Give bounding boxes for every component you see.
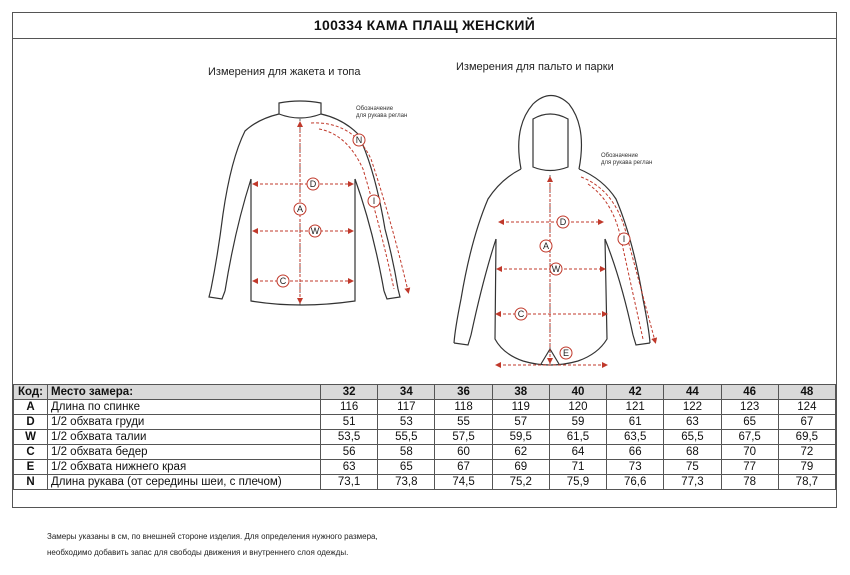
row-value: 69,5 bbox=[778, 430, 835, 445]
row-value: 77 bbox=[721, 460, 778, 475]
row-value: 117 bbox=[378, 400, 435, 415]
row-value: 53 bbox=[378, 415, 435, 430]
row-value: 78 bbox=[721, 475, 778, 490]
coat-outline bbox=[454, 96, 653, 366]
row-code: C bbox=[14, 445, 48, 460]
header-size: 42 bbox=[607, 385, 664, 400]
row-value: 75,2 bbox=[492, 475, 549, 490]
row-value: 74,5 bbox=[435, 475, 492, 490]
table-row bbox=[14, 475, 836, 490]
coat-raglan-note-line2: для рукава реглан bbox=[601, 160, 653, 166]
row-value: 77,3 bbox=[664, 475, 721, 490]
row-value: 62 bbox=[492, 445, 549, 460]
size-table-header bbox=[14, 385, 836, 400]
jacket-label-c: C bbox=[279, 276, 287, 286]
jacket-caption: Измерения для жакета и топа bbox=[208, 66, 361, 78]
row-value: 72 bbox=[778, 445, 835, 460]
coat-measurement-guides bbox=[498, 177, 655, 365]
coat-label-c: C bbox=[517, 309, 525, 319]
row-value: 122 bbox=[664, 400, 721, 415]
row-value: 73,1 bbox=[321, 475, 378, 490]
row-value: 55,5 bbox=[378, 430, 435, 445]
row-value: 67 bbox=[435, 460, 492, 475]
row-value: 58 bbox=[378, 445, 435, 460]
size-table bbox=[13, 384, 836, 490]
row-value: 73,8 bbox=[378, 475, 435, 490]
footnote-line1: Замеры указаны в см, по внешней стороне изделия. Для определения нужного размера, bbox=[47, 532, 378, 541]
jacket-labels bbox=[277, 134, 380, 287]
coat-label-i: I bbox=[622, 234, 626, 244]
coat-label-e: E bbox=[562, 348, 570, 358]
row-value: 65,5 bbox=[664, 430, 721, 445]
header-size: 46 bbox=[721, 385, 778, 400]
coat-caption: Измерения для пальто и парки bbox=[456, 61, 614, 73]
footnote-line2: необходимо добавить запас для свободы движения и внутреннего слоя одежды. bbox=[47, 548, 349, 557]
footnote bbox=[47, 529, 378, 561]
row-value: 73 bbox=[607, 460, 664, 475]
row-value: 123 bbox=[721, 400, 778, 415]
row-value: 63,5 bbox=[607, 430, 664, 445]
page-title: 100334 КАМА ПЛАЩ ЖЕНСКИЙ bbox=[13, 13, 836, 39]
jacket-label-i: I bbox=[372, 196, 376, 206]
row-value: 57 bbox=[492, 415, 549, 430]
row-place: 1/2 обхвата бедер bbox=[48, 445, 321, 460]
header-size: 40 bbox=[549, 385, 606, 400]
row-place: 1/2 обхвата нижнего края bbox=[48, 460, 321, 475]
row-value: 55 bbox=[435, 415, 492, 430]
coat-label-d: D bbox=[559, 217, 567, 227]
row-value: 61 bbox=[607, 415, 664, 430]
row-value: 124 bbox=[778, 400, 835, 415]
row-value: 64 bbox=[549, 445, 606, 460]
row-value: 71 bbox=[549, 460, 606, 475]
row-value: 67 bbox=[778, 415, 835, 430]
table-row bbox=[14, 415, 836, 430]
header-size: 34 bbox=[378, 385, 435, 400]
header-place: Место замера: bbox=[48, 385, 321, 400]
jacket-label-w: W bbox=[310, 226, 320, 236]
jacket-raglan-note-line2: для рукава реглан bbox=[356, 113, 408, 119]
header-code: Код: bbox=[14, 385, 48, 400]
row-value: 63 bbox=[664, 415, 721, 430]
garment-diagrams bbox=[13, 39, 836, 384]
row-value: 78,7 bbox=[778, 475, 835, 490]
size-chart-frame bbox=[12, 12, 837, 508]
row-place: 1/2 обхвата талии bbox=[48, 430, 321, 445]
row-value: 118 bbox=[435, 400, 492, 415]
row-place: Длина рукава (от середины шеи, с плечом) bbox=[48, 475, 321, 490]
header-size: 36 bbox=[435, 385, 492, 400]
coat-label-a: A bbox=[542, 241, 550, 251]
row-code: N bbox=[14, 475, 48, 490]
header-size: 48 bbox=[778, 385, 835, 400]
jacket-raglan-note-line1: Обозначение bbox=[356, 106, 394, 112]
row-place: Длина по спинке bbox=[48, 400, 321, 415]
row-value: 121 bbox=[607, 400, 664, 415]
row-value: 76,6 bbox=[607, 475, 664, 490]
row-code: D bbox=[14, 415, 48, 430]
jacket-measurement-guides bbox=[255, 123, 408, 301]
row-value: 65 bbox=[721, 415, 778, 430]
row-value: 61,5 bbox=[549, 430, 606, 445]
row-value: 53,5 bbox=[321, 430, 378, 445]
table-row bbox=[14, 460, 836, 475]
row-value: 75,9 bbox=[549, 475, 606, 490]
coat-raglan-note-line1: Обозначение bbox=[601, 153, 639, 159]
coat-label-w: W bbox=[551, 264, 561, 274]
header-size: 44 bbox=[664, 385, 721, 400]
jacket-label-n: N bbox=[355, 135, 363, 145]
row-value: 59 bbox=[549, 415, 606, 430]
header-size: 38 bbox=[492, 385, 549, 400]
coat-labels bbox=[515, 216, 630, 359]
row-value: 65 bbox=[378, 460, 435, 475]
row-value: 68 bbox=[664, 445, 721, 460]
jacket-label-d: D bbox=[309, 179, 317, 189]
jacket-label-a: A bbox=[296, 204, 304, 214]
row-code: E bbox=[14, 460, 48, 475]
row-code: W bbox=[14, 430, 48, 445]
row-value: 70 bbox=[721, 445, 778, 460]
table-row bbox=[14, 430, 836, 445]
row-value: 57,5 bbox=[435, 430, 492, 445]
header-size: 32 bbox=[321, 385, 378, 400]
row-code: A bbox=[14, 400, 48, 415]
row-value: 75 bbox=[664, 460, 721, 475]
row-value: 119 bbox=[492, 400, 549, 415]
row-value: 56 bbox=[321, 445, 378, 460]
row-value: 63 bbox=[321, 460, 378, 475]
row-value: 66 bbox=[607, 445, 664, 460]
row-value: 51 bbox=[321, 415, 378, 430]
row-value: 59,5 bbox=[492, 430, 549, 445]
table-row bbox=[14, 445, 836, 460]
row-value: 120 bbox=[549, 400, 606, 415]
size-table-body bbox=[14, 400, 836, 490]
row-value: 60 bbox=[435, 445, 492, 460]
row-value: 69 bbox=[492, 460, 549, 475]
table-row bbox=[14, 400, 836, 415]
row-place: 1/2 обхвата груди bbox=[48, 415, 321, 430]
row-value: 79 bbox=[778, 460, 835, 475]
row-value: 67,5 bbox=[721, 430, 778, 445]
row-value: 116 bbox=[321, 400, 378, 415]
